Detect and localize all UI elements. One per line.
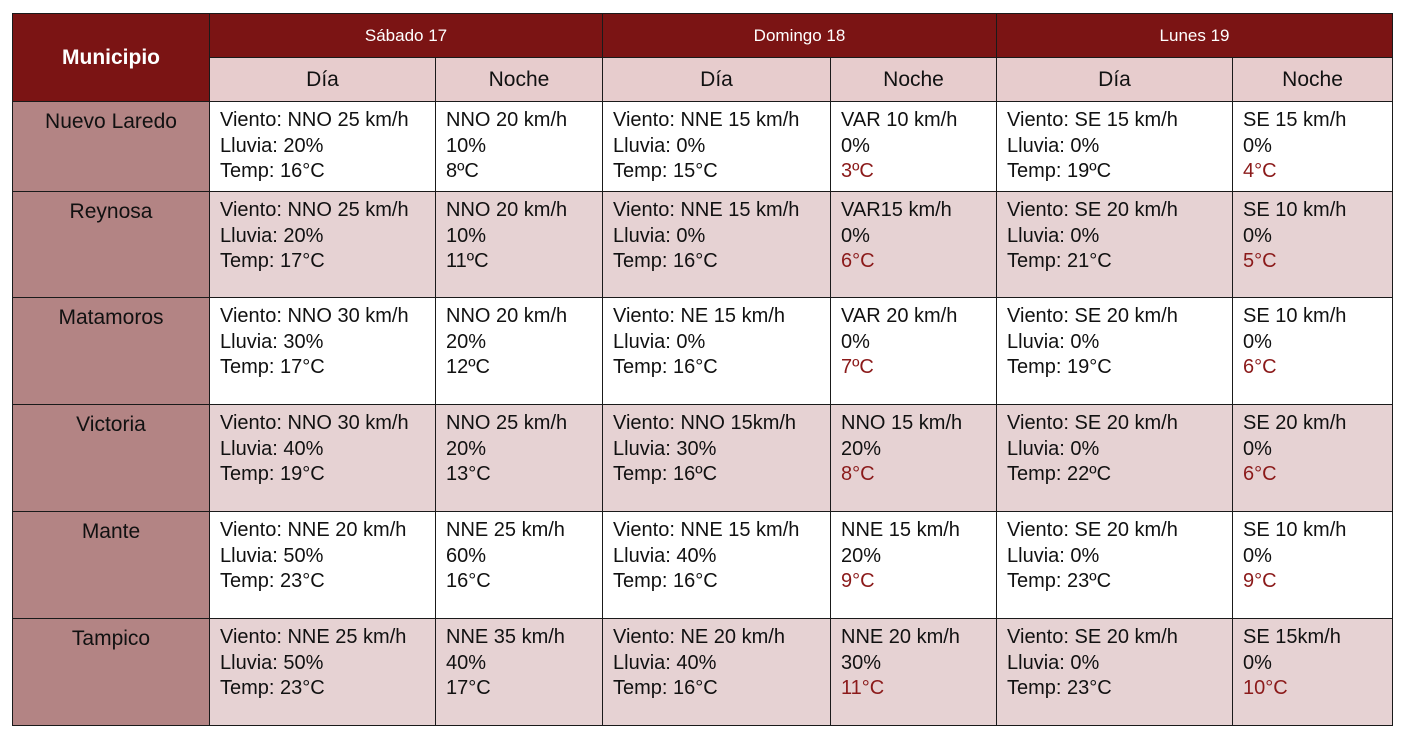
municipio-cell: Mante (13, 512, 210, 619)
temp-text: Temp: 17°C (220, 250, 325, 273)
temp-text: 6°C (841, 250, 875, 273)
wind-text: Viento: NE 20 km/h (613, 626, 785, 648)
rain-text: Lluvia: 40% (613, 544, 717, 567)
forecast-cell-sab-noche (436, 405, 603, 512)
rain-text: 60% (446, 544, 487, 567)
rain-text: Lluvia: 0% (613, 224, 706, 247)
header-days-row (13, 14, 1393, 58)
forecast-cell-sab-noche (436, 619, 603, 726)
wind-text: Viento: NE 15 km/h (613, 305, 785, 327)
wind-text: Viento: SE 20 km/h (1007, 412, 1178, 434)
table-row (13, 192, 1393, 298)
temp-text: Temp: 19°C (220, 463, 325, 486)
forecast-cell-dom-dia (603, 102, 831, 192)
forecast-cell-lun-noche (1233, 619, 1393, 726)
wind-text: Viento: NNO 25 km/h (220, 109, 409, 131)
temp-text: Temp: 16°C (613, 570, 718, 593)
forecast-cell-sab-dia (210, 192, 436, 298)
forecast-cell-sab-noche (436, 298, 603, 405)
wind-text: NNE 15 km/h (841, 519, 960, 541)
forecast-cell-dom-dia (603, 512, 831, 619)
rain-text: Lluvia: 40% (220, 437, 324, 460)
sabado-dia-header: Día (210, 58, 436, 102)
rain-text: 0% (1243, 544, 1272, 567)
rain-text: Lluvia: 0% (1007, 224, 1100, 247)
rain-text: Lluvia: 30% (613, 437, 717, 460)
rain-text: Lluvia: 20% (220, 134, 324, 157)
forecast-cell-dom-dia (603, 405, 831, 512)
wind-text: NNO 20 km/h (446, 109, 568, 131)
temp-text: Temp: 22ºC (1007, 463, 1112, 486)
municipio-header: Municipio (13, 14, 210, 102)
day-header-sabado: Sábado 17 (210, 14, 603, 58)
wind-text: SE 10 km/h (1243, 305, 1347, 327)
forecast-cell-dom-noche (831, 298, 997, 405)
temp-text: 11°C (841, 677, 885, 700)
forecast-cell-dom-dia (603, 192, 831, 298)
rain-text: 40% (446, 651, 487, 674)
forecast-cell-dom-noche (831, 192, 997, 298)
temp-text: Temp: 16°C (613, 356, 718, 379)
rain-text: 20% (446, 437, 487, 460)
rain-text: 20% (841, 437, 882, 460)
wind-text: VAR 20 km/h (841, 305, 958, 327)
temp-text: 3ºC (841, 160, 874, 183)
temp-text: Temp: 16ºC (613, 463, 718, 486)
forecast-cell-lun-dia (997, 298, 1233, 405)
temp-text: Temp: 16°C (220, 160, 325, 183)
rain-text: 0% (1243, 437, 1272, 460)
rain-text: Lluvia: 50% (220, 544, 324, 567)
rain-text: 20% (841, 544, 882, 567)
rain-text: 10% (446, 224, 487, 247)
forecast-table (12, 13, 1393, 726)
wind-text: SE 20 km/h (1243, 412, 1347, 434)
rain-text: Lluvia: 50% (220, 651, 324, 674)
forecast-cell-sab-dia (210, 405, 436, 512)
rain-text: Lluvia: 0% (1007, 330, 1100, 353)
wind-text: NNO 20 km/h (446, 199, 568, 221)
municipio-cell: Victoria (13, 405, 210, 512)
temp-text: 10°C (1243, 677, 1288, 700)
rain-text: 0% (841, 224, 870, 247)
rain-text: Lluvia: 40% (613, 651, 717, 674)
forecast-cell-lun-noche (1233, 405, 1393, 512)
domingo-noche-header: Noche (831, 58, 997, 102)
lunes-dia-header: Día (997, 58, 1233, 102)
temp-text: 8°C (841, 463, 875, 486)
wind-text: Viento: NNO 15km/h (613, 412, 797, 434)
wind-text: Viento: SE 20 km/h (1007, 305, 1178, 327)
rain-text: Lluvia: 30% (220, 330, 324, 353)
wind-text: Viento: NNE 25 km/h (220, 626, 407, 648)
rain-text: 0% (841, 330, 870, 353)
forecast-cell-sab-dia (210, 512, 436, 619)
temp-text: 6°C (1243, 356, 1277, 379)
forecast-cell-lun-dia (997, 102, 1233, 192)
temp-text: 4°C (1243, 160, 1277, 183)
forecast-cell-lun-dia (997, 192, 1233, 298)
wind-text: NNE 35 km/h (446, 626, 565, 648)
temp-text: Temp: 16°C (613, 677, 718, 700)
wind-text: VAR15 km/h (841, 199, 952, 221)
wind-text: Viento: SE 20 km/h (1007, 626, 1178, 648)
wind-text: Viento: NNE 15 km/h (613, 109, 800, 131)
wind-text: NNE 25 km/h (446, 519, 565, 541)
forecast-cell-sab-dia (210, 298, 436, 405)
forecast-cell-lun-dia (997, 405, 1233, 512)
temp-text: Temp: 15°C (613, 160, 718, 183)
day-header-lunes: Lunes 19 (997, 14, 1393, 58)
municipio-cell: Reynosa (13, 192, 210, 298)
rain-text: Lluvia: 0% (1007, 651, 1100, 674)
temp-text: 17°C (446, 677, 491, 700)
rain-text: 10% (446, 134, 487, 157)
forecast-cell-sab-noche (436, 192, 603, 298)
forecast-cell-lun-noche (1233, 298, 1393, 405)
municipio-cell: Nuevo Laredo (13, 102, 210, 192)
rain-text: Lluvia: 0% (613, 330, 706, 353)
rain-text: 0% (1243, 224, 1272, 247)
table-row (13, 405, 1393, 512)
rain-text: 0% (1243, 651, 1272, 674)
temp-text: 11ºC (446, 250, 489, 273)
forecast-cell-dom-noche (831, 512, 997, 619)
wind-text: SE 15km/h (1243, 626, 1341, 648)
rain-text: 30% (841, 651, 882, 674)
forecast-cell-lun-dia (997, 619, 1233, 726)
wind-text: NNO 20 km/h (446, 305, 568, 327)
wind-text: NNO 25 km/h (446, 412, 568, 434)
forecast-cell-sab-noche (436, 512, 603, 619)
temp-text: 9°C (841, 570, 875, 593)
wind-text: Viento: NNO 25 km/h (220, 199, 409, 221)
temp-text: Temp: 23ºC (1007, 570, 1112, 593)
temp-text: Temp: 21°C (1007, 250, 1112, 273)
wind-text: Viento: NNE 15 km/h (613, 199, 800, 221)
temp-text: 12ºC (446, 356, 490, 379)
wind-text: Viento: NNO 30 km/h (220, 305, 409, 327)
domingo-dia-header: Día (603, 58, 831, 102)
temp-text: 13°C (446, 463, 491, 486)
temp-text: Temp: 23°C (220, 570, 325, 593)
temp-text: 8ºC (446, 160, 479, 183)
rain-text: 0% (1243, 330, 1272, 353)
temp-text: Temp: 19°C (1007, 356, 1112, 379)
forecast-cell-dom-dia (603, 619, 831, 726)
temp-text: Temp: 16°C (613, 250, 718, 273)
sabado-noche-header: Noche (436, 58, 603, 102)
table-row (13, 512, 1393, 619)
temp-text: 9°C (1243, 570, 1277, 593)
temp-text: Temp: 19ºC (1007, 160, 1112, 183)
temp-text: 5°C (1243, 250, 1277, 273)
forecast-cell-lun-noche (1233, 192, 1393, 298)
wind-text: Viento: NNE 20 km/h (220, 519, 407, 541)
forecast-cell-lun-dia (997, 512, 1233, 619)
rain-text: Lluvia: 20% (220, 224, 324, 247)
lunes-noche-header: Noche (1233, 58, 1393, 102)
rain-text: Lluvia: 0% (1007, 437, 1100, 460)
forecast-cell-dom-dia (603, 298, 831, 405)
wind-text: Viento: SE 20 km/h (1007, 199, 1178, 221)
wind-text: NNO 15 km/h (841, 412, 963, 434)
wind-text: SE 10 km/h (1243, 199, 1347, 221)
table-row (13, 298, 1393, 405)
forecast-cell-dom-noche (831, 619, 997, 726)
rain-text: Lluvia: 0% (1007, 134, 1100, 157)
wind-text: Viento: NNO 30 km/h (220, 412, 409, 434)
wind-text: Viento: NNE 15 km/h (613, 519, 800, 541)
wind-text: NNE 20 km/h (841, 626, 960, 648)
forecast-cell-sab-noche (436, 102, 603, 192)
municipio-cell: Tampico (13, 619, 210, 726)
header-period-row (13, 58, 1393, 102)
wind-text: SE 10 km/h (1243, 519, 1347, 541)
temp-text: 16°C (446, 570, 491, 593)
rain-text: Lluvia: 0% (613, 134, 706, 157)
forecast-cell-dom-noche (831, 102, 997, 192)
day-header-domingo: Domingo 18 (603, 14, 997, 58)
wind-text: Viento: SE 20 km/h (1007, 519, 1178, 541)
temp-text: 6°C (1243, 463, 1277, 486)
forecast-cell-sab-dia (210, 102, 436, 192)
temp-text: Temp: 23°C (220, 677, 325, 700)
rain-text: 0% (841, 134, 870, 157)
municipio-cell: Matamoros (13, 298, 210, 405)
forecast-cell-sab-dia (210, 619, 436, 726)
rain-text: 20% (446, 330, 487, 353)
rain-text: 0% (1243, 134, 1272, 157)
table-row (13, 102, 1393, 192)
wind-text: SE 15 km/h (1243, 109, 1347, 131)
temp-text: Temp: 17°C (220, 356, 325, 379)
forecast-cell-lun-noche (1233, 102, 1393, 192)
wind-text: VAR 10 km/h (841, 109, 958, 131)
forecast-cell-lun-noche (1233, 512, 1393, 619)
temp-text: 7ºC (841, 356, 874, 379)
forecast-cell-dom-noche (831, 405, 997, 512)
rain-text: Lluvia: 0% (1007, 544, 1100, 567)
temp-text: Temp: 23°C (1007, 677, 1112, 700)
table-row (13, 619, 1393, 726)
wind-text: Viento: SE 15 km/h (1007, 109, 1178, 131)
